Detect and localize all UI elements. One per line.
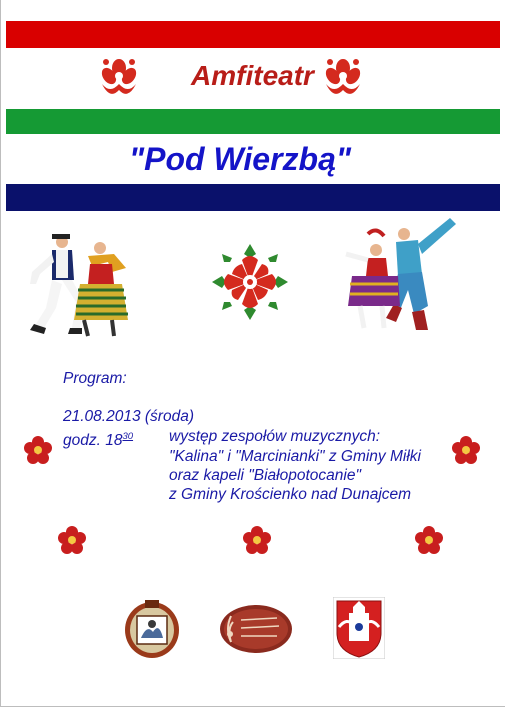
dancers-left-illustration (22, 228, 134, 340)
crest-logo-icon (123, 598, 181, 660)
title-amfiteatr: Amfiteatr (191, 60, 314, 91)
program-time-minutes: 30 (122, 431, 134, 442)
program-line: "Kalina" i "Marcinianki" z Gminy Miłki (169, 448, 421, 465)
title-pod-wierzba: "Pod Wierzbą" (128, 141, 352, 177)
flower-rosette-center-icon (212, 244, 288, 320)
program-line: z Gminy Krościenko nad Dunajcem (169, 486, 412, 503)
program-time (63, 427, 133, 450)
small-flower-icon (58, 526, 86, 554)
red-stripe (6, 21, 500, 48)
program-label: Program: (63, 370, 127, 387)
green-stripe (6, 109, 500, 134)
program-date: 21.08.2013 (środa) (63, 408, 194, 425)
navy-stripe (6, 184, 500, 211)
program-line: oraz kapeli "Białopotocanie" (169, 467, 361, 484)
coat-of-arms-icon (333, 597, 385, 659)
program-time-prefix: godz. 18 (63, 432, 123, 450)
program-line: występ zespołów muzycznych: (169, 428, 381, 445)
small-flower-icon (24, 436, 52, 464)
small-flower-icon (452, 436, 480, 464)
dancers-right-illustration (338, 210, 464, 342)
small-flower-icon (243, 526, 271, 554)
small-flower-icon (415, 526, 443, 554)
culture-center-logo-icon (219, 604, 293, 654)
page-left-border (0, 0, 1, 707)
